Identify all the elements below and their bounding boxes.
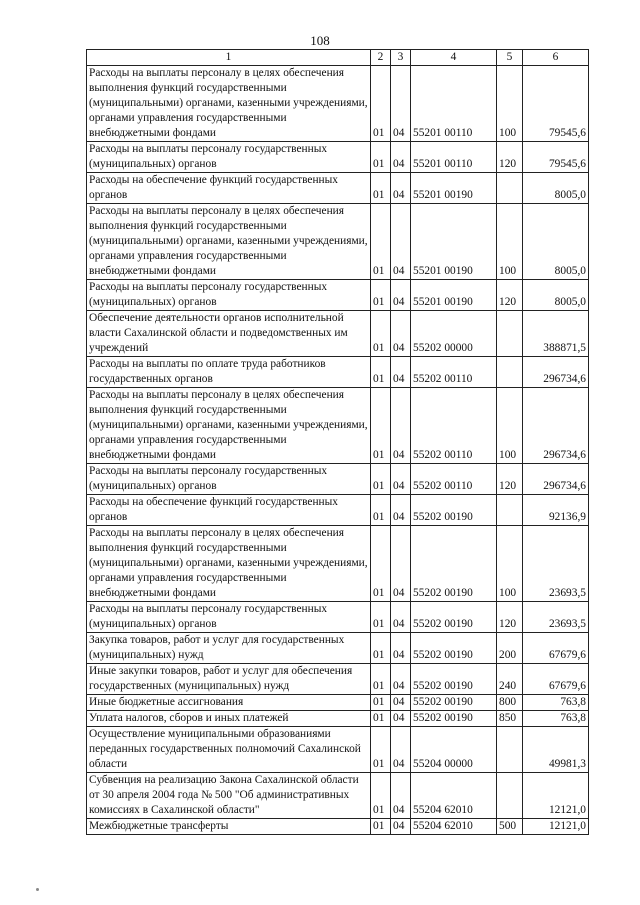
subsection-code: 04 xyxy=(391,204,411,280)
amount: 296734,6 xyxy=(523,464,589,495)
target-article-code: 55202 00190 xyxy=(411,526,497,602)
col-header-4: 4 xyxy=(411,50,497,66)
amount: 79545,6 xyxy=(523,142,589,173)
page-number: 108 xyxy=(310,33,330,48)
table-row xyxy=(87,311,589,357)
section-code: 01 xyxy=(371,633,391,664)
amount: 92136,9 xyxy=(523,495,589,526)
target-article-code: 55201 00190 xyxy=(411,280,497,311)
subsection-code: 04 xyxy=(391,727,411,773)
target-article-code: 55204 62010 xyxy=(411,819,497,835)
target-article-code: 55201 00110 xyxy=(411,142,497,173)
row-description: Расходы на выплаты персоналу государственных (муниципальных) органов xyxy=(87,602,371,633)
table-row xyxy=(87,357,589,388)
table-row xyxy=(87,464,589,495)
target-article-code: 55201 00110 xyxy=(411,66,497,142)
table-row xyxy=(87,526,589,602)
target-article-code: 55202 00190 xyxy=(411,695,497,711)
subsection-code: 04 xyxy=(391,357,411,388)
expense-type-code xyxy=(497,495,523,526)
row-description: Расходы на выплаты персоналу в целях обеспечения выполнения функций государственными (муниципальными) органами, казенными учреждениями, органами управления государственными внебюджетными фондами xyxy=(87,204,371,280)
section-code: 01 xyxy=(371,495,391,526)
target-article-code: 55202 00190 xyxy=(411,495,497,526)
subsection-code: 04 xyxy=(391,711,411,727)
col-header-3: 3 xyxy=(391,50,411,66)
section-code: 01 xyxy=(371,602,391,633)
expense-type-code: 120 xyxy=(497,602,523,633)
row-description: Расходы на выплаты персоналу в целях обеспечения выполнения функций государственными (муниципальными) органами, казенными учреждениями, органами управления государственными внебюджетными фондами xyxy=(87,66,371,142)
row-description: Иные закупки товаров, работ и услуг для обеспечения государственных (муниципальных) нужд xyxy=(87,664,371,695)
section-code: 01 xyxy=(371,311,391,357)
row-description: Межбюджетные трансферты xyxy=(87,819,371,835)
table-row xyxy=(87,66,589,142)
expense-type-code: 120 xyxy=(497,464,523,495)
table-row xyxy=(87,664,589,695)
target-article-code: 55201 00190 xyxy=(411,173,497,204)
amount: 79545,6 xyxy=(523,66,589,142)
table-row xyxy=(87,602,589,633)
row-description: Расходы на выплаты персоналу государственных (муниципальных) органов xyxy=(87,142,371,173)
expense-type-code: 100 xyxy=(497,66,523,142)
amount: 23693,5 xyxy=(523,602,589,633)
table-row xyxy=(87,819,589,835)
subsection-code: 04 xyxy=(391,633,411,664)
row-description: Иные бюджетные ассигнования xyxy=(87,695,371,711)
subsection-code: 04 xyxy=(391,464,411,495)
table-row xyxy=(87,727,589,773)
section-code: 01 xyxy=(371,388,391,464)
section-code: 01 xyxy=(371,173,391,204)
subsection-code: 04 xyxy=(391,173,411,204)
section-code: 01 xyxy=(371,204,391,280)
table-row xyxy=(87,495,589,526)
section-code: 01 xyxy=(371,773,391,819)
header-row xyxy=(87,50,589,66)
amount: 8005,0 xyxy=(523,173,589,204)
row-description: Осуществление муниципальными образованиями переданных государственных полномочий Сахалинской области xyxy=(87,727,371,773)
subsection-code: 04 xyxy=(391,664,411,695)
target-article-code: 55202 00110 xyxy=(411,357,497,388)
subsection-code: 04 xyxy=(391,602,411,633)
row-description: Уплата налогов, сборов и иных платежей xyxy=(87,711,371,727)
expense-type-code: 500 xyxy=(497,819,523,835)
subsection-code: 04 xyxy=(391,388,411,464)
subsection-code: 04 xyxy=(391,66,411,142)
subsection-code: 04 xyxy=(391,495,411,526)
section-code: 01 xyxy=(371,357,391,388)
section-code: 01 xyxy=(371,280,391,311)
expense-type-code: 120 xyxy=(497,142,523,173)
expense-type-code xyxy=(497,311,523,357)
amount: 23693,5 xyxy=(523,526,589,602)
amount: 67679,6 xyxy=(523,633,589,664)
col-header-5: 5 xyxy=(497,50,523,66)
section-code: 01 xyxy=(371,664,391,695)
expense-type-code xyxy=(497,773,523,819)
table-body xyxy=(87,66,589,835)
expense-type-code xyxy=(497,173,523,204)
expense-type-code: 120 xyxy=(497,280,523,311)
amount: 8005,0 xyxy=(523,204,589,280)
subsection-code: 04 xyxy=(391,695,411,711)
row-description: Закупка товаров, работ и услуг для государственных (муниципальных) нужд xyxy=(87,633,371,664)
amount: 296734,6 xyxy=(523,357,589,388)
amount: 12121,0 xyxy=(523,773,589,819)
expense-type-code: 100 xyxy=(497,526,523,602)
table-row xyxy=(87,773,589,819)
table-row xyxy=(87,204,589,280)
expense-type-code: 100 xyxy=(497,388,523,464)
row-description: Расходы на выплаты персоналу в целях обеспечения выполнения функций государственными (муниципальными) органами, казенными учреждениями, органами управления государственными внебюджетными фондами xyxy=(87,388,371,464)
row-description: Расходы на обеспечение функций государственных органов xyxy=(87,495,371,526)
section-code: 01 xyxy=(371,711,391,727)
table-row xyxy=(87,711,589,727)
amount: 388871,5 xyxy=(523,311,589,357)
margin-mark xyxy=(36,888,39,891)
budget-table xyxy=(86,49,589,835)
amount: 296734,6 xyxy=(523,388,589,464)
subsection-code: 04 xyxy=(391,280,411,311)
table-row xyxy=(87,173,589,204)
row-description: Расходы на выплаты персоналу государственных (муниципальных) органов xyxy=(87,280,371,311)
row-description: Расходы на выплаты персоналу в целях обеспечения выполнения функций государственными (муниципальными) органами, казенными учреждениями, органами управления государственными внебюджетными фондами xyxy=(87,526,371,602)
amount: 67679,6 xyxy=(523,664,589,695)
target-article-code: 55202 00110 xyxy=(411,388,497,464)
amount: 763,8 xyxy=(523,695,589,711)
target-article-code: 55202 00190 xyxy=(411,633,497,664)
subsection-code: 04 xyxy=(391,526,411,602)
section-code: 01 xyxy=(371,695,391,711)
amount: 8005,0 xyxy=(523,280,589,311)
expense-type-code: 800 xyxy=(497,695,523,711)
expense-type-code: 100 xyxy=(497,204,523,280)
col-header-6: 6 xyxy=(523,50,589,66)
target-article-code: 55202 00190 xyxy=(411,664,497,695)
table-row xyxy=(87,388,589,464)
subsection-code: 04 xyxy=(391,773,411,819)
amount: 12121,0 xyxy=(523,819,589,835)
target-article-code: 55204 00000 xyxy=(411,727,497,773)
subsection-code: 04 xyxy=(391,142,411,173)
section-code: 01 xyxy=(371,142,391,173)
row-description: Субвенция на реализацию Закона Сахалинской области от 30 апреля 2004 года № 500 "Об административных комиссиях в Сахалинской области" xyxy=(87,773,371,819)
section-code: 01 xyxy=(371,526,391,602)
target-article-code: 55202 00000 xyxy=(411,311,497,357)
row-description: Расходы на выплаты персоналу государственных (муниципальных) органов xyxy=(87,464,371,495)
amount: 49981,3 xyxy=(523,727,589,773)
section-code: 01 xyxy=(371,66,391,142)
target-article-code: 55202 00190 xyxy=(411,711,497,727)
col-header-1: 1 xyxy=(87,50,371,66)
amount: 763,8 xyxy=(523,711,589,727)
section-code: 01 xyxy=(371,819,391,835)
expense-type-code xyxy=(497,727,523,773)
table-row xyxy=(87,142,589,173)
expense-type-code: 850 xyxy=(497,711,523,727)
expense-type-code: 240 xyxy=(497,664,523,695)
section-code: 01 xyxy=(371,727,391,773)
row-description: Расходы на обеспечение функций государственных органов xyxy=(87,173,371,204)
row-description: Расходы на выплаты по оплате труда работников государственных органов xyxy=(87,357,371,388)
expense-type-code xyxy=(497,357,523,388)
expense-type-code: 200 xyxy=(497,633,523,664)
target-article-code: 55201 00190 xyxy=(411,204,497,280)
subsection-code: 04 xyxy=(391,819,411,835)
target-article-code: 55204 62010 xyxy=(411,773,497,819)
row-description: Обеспечение деятельности органов исполнительной власти Сахалинской области и подведомственных им учреждений xyxy=(87,311,371,357)
col-header-2: 2 xyxy=(371,50,391,66)
table-row xyxy=(87,633,589,664)
target-article-code: 55202 00190 xyxy=(411,602,497,633)
section-code: 01 xyxy=(371,464,391,495)
target-article-code: 55202 00110 xyxy=(411,464,497,495)
subsection-code: 04 xyxy=(391,311,411,357)
table-row xyxy=(87,695,589,711)
table-row xyxy=(87,280,589,311)
